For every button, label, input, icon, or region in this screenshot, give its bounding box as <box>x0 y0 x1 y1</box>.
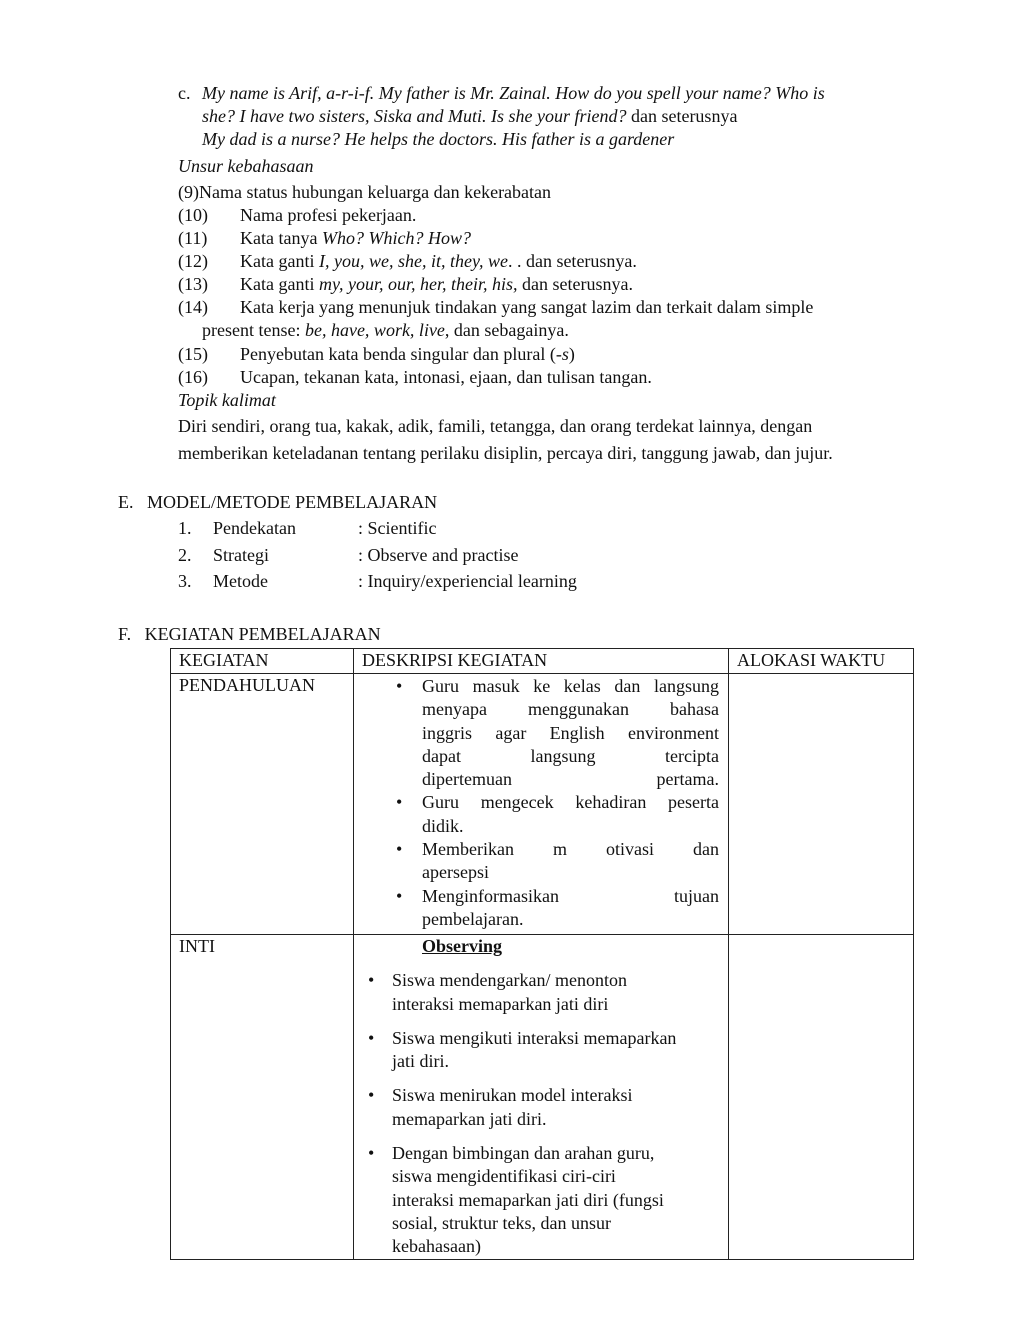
section-f-heading: F. KEGIATAN PEMBELAJARAN <box>118 624 381 644</box>
section-c-line1: My name is Arif, a-r-i-f. My father is Mr. Zainal. How do you spell your name? Who is <box>202 83 825 103</box>
item-number: (10) <box>178 205 208 225</box>
item-text: Nama profesi pekerjaan. <box>240 205 417 225</box>
list-item: • Menginformasikan tujuan pembelajaran. <box>354 885 728 932</box>
kegiatan-table <box>170 648 914 1260</box>
item-number: (12) <box>178 251 208 271</box>
method-number: 1. <box>178 518 192 538</box>
row-description <box>354 935 729 1260</box>
list-item: • Guru mengecek kehadiran peserta didik. <box>354 791 728 838</box>
table-row <box>171 674 914 935</box>
unsur-item-9: (9)Nama status hubungan keluarga dan kekerabatan <box>178 182 552 202</box>
method-label: Pendekatan <box>213 518 296 538</box>
method-label: Strategi <box>213 545 269 565</box>
header-kegiatan: KEGIATAN <box>171 649 354 674</box>
item-text: Kata ganti I, you, we, she, it, they, we. . dan seterusnya. <box>240 251 637 271</box>
section-c-line2 <box>202 105 737 128</box>
list-item: • Memberikan m otivasi dan apersepsi <box>354 838 728 885</box>
item-number: (14) <box>178 297 208 317</box>
row-alokasi <box>729 935 914 1260</box>
list-item: • Siswa menirukan model interaksi memaparkan jati diri. <box>354 1084 728 1131</box>
method-label: Metode <box>213 571 268 591</box>
topik-line2: memberikan keteladanan tentang perilaku disiplin, percaya diri, tanggung jawab, dan jujur. <box>178 443 833 463</box>
list-item: • Siswa mengikuti interaksi memaparkan jati diri. <box>354 1027 728 1074</box>
topik-heading: Topik kalimat <box>178 390 276 410</box>
unsur-heading: Unsur kebahasaan <box>178 156 314 176</box>
item-text: Kata tanya Who? Which? How? <box>240 228 471 248</box>
method-value: : Observe and practise <box>358 545 519 565</box>
unsur-item-14-cont: present tense: be, have, work, live, dan sebagainya. <box>202 320 569 340</box>
section-c-line3: My dad is a nurse? He helps the doctors. His father is a gardener <box>202 129 675 149</box>
row-label-inti: INTI <box>171 935 354 1260</box>
observing-heading: Observing <box>422 936 503 956</box>
method-value: : Inquiry/experiencial learning <box>358 571 577 591</box>
header-alokasi: ALOKASI WAKTU <box>729 649 914 674</box>
method-number: 2. <box>178 545 192 565</box>
item-number: (16) <box>178 367 208 387</box>
section-c-marker: c. <box>178 83 191 103</box>
item-number: (15) <box>178 344 208 364</box>
header-deskripsi: DESKRIPSI KEGIATAN <box>354 649 729 674</box>
row-description <box>354 674 729 935</box>
topik-line1: Diri sendiri, orang tua, kakak, adik, famili, tetangga, dan orang terdekat lainnya, dengan <box>178 416 813 436</box>
method-number: 3. <box>178 571 192 591</box>
method-value: : Scientific <box>358 518 437 538</box>
item-number: (11) <box>178 228 208 248</box>
list-item: • Guru masuk ke kelas dan langsung menyapa menggunakan bahasa inggris agar English environment dapat langsung tercipta dipertemuan pertama. <box>354 675 728 791</box>
row-alokasi <box>729 674 914 935</box>
item-text: Ucapan, tekanan kata, intonasi, ejaan, dan tulisan tangan. <box>240 367 652 387</box>
item-text: Kata kerja yang menunjuk tindakan yang sangat lazim dan terkait dalam simple <box>240 297 814 317</box>
table-row <box>171 935 914 1260</box>
section-c-line2-rest: dan seterusnya <box>626 106 738 126</box>
list-item: • Siswa mendengarkan/ menonton interaksi memaparkan jati diri <box>354 969 728 1016</box>
row-label-pendahuluan: PENDAHULUAN <box>171 674 354 935</box>
item-text: Penyebutan kata benda singular dan plural (-s) <box>240 344 575 364</box>
item-text: Kata ganti my, your, our, her, their, his, dan seterusnya. <box>240 274 633 294</box>
table-header-row <box>171 649 914 674</box>
list-item: • Dengan bimbingan dan arahan guru, siswa mengidentifikasi ciri-ciri interaksi memaparkan jati diri (fungsi sosial, struktur teks, dan unsur kebahasaan) <box>354 1142 728 1258</box>
section-e-heading: E. MODEL/METODE PEMBELAJARAN <box>118 492 438 512</box>
item-number: (13) <box>178 274 208 294</box>
section-c-line2-italic: she? I have two sisters, Siska and Muti. Is she your friend? <box>202 106 627 126</box>
